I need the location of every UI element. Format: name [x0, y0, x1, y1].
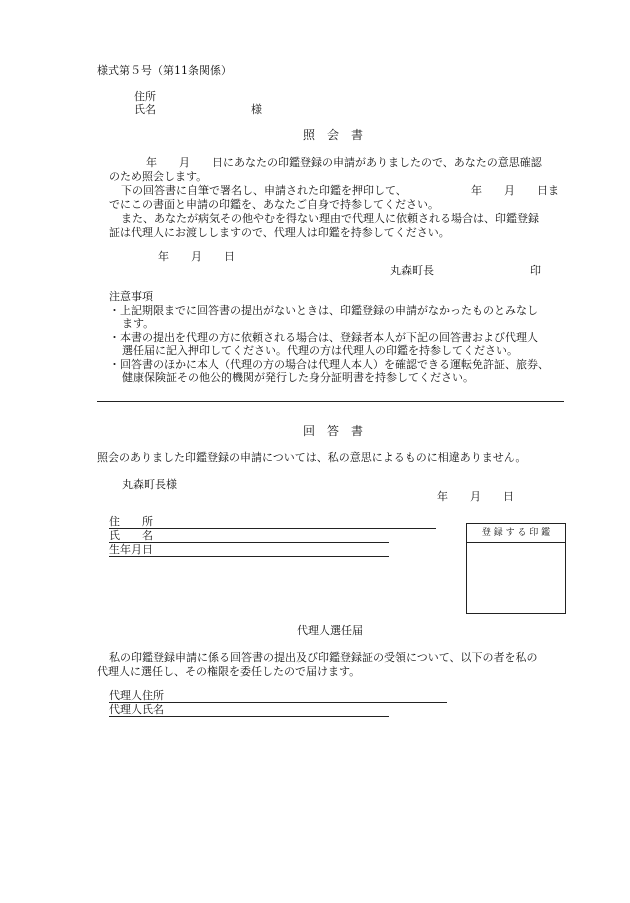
proxy-address-field[interactable]: [109, 689, 447, 703]
inquiry-seal: 印: [530, 264, 541, 277]
notes-heading: 注意事項: [109, 290, 153, 303]
reply-date: 年 月 日: [437, 490, 514, 503]
inquiry-issue-date: 年 月 日: [158, 250, 235, 263]
addressee-name-label: 氏名: [134, 103, 156, 116]
reply-title: 回 答 書: [303, 424, 364, 438]
proxy-line2: 代理人に選任し、その権限を委任したので届けます。: [97, 665, 361, 678]
reply-address-field[interactable]: [109, 515, 436, 529]
addressee-address-label: 住所: [134, 90, 156, 103]
notes-item3b: 健康保険証その他公的機関が発行した身分証明書を持参してください。: [122, 371, 474, 384]
reply-address-label: 住 所: [109, 515, 153, 528]
inquiry-line3b: 年 月 日ま: [471, 184, 559, 197]
inquiry-line5: また、あなたが病気その他やむを得ない理由で代理人に依頼される場合は、印鑑登録: [121, 212, 539, 225]
addressee-honorific: 様: [251, 103, 262, 116]
proxy-name-label: 代理人氏名: [109, 703, 164, 716]
seal-box-label: 登 録 す る 印 鑑: [467, 524, 565, 543]
reply-birth-label: 生年月日: [109, 543, 153, 556]
reply-name-label: 氏 名: [109, 529, 153, 542]
proxy-line1: 私の印鑑登録申請に係る回答書の提出及び印鑑登録証の受領について、以下の者を私の: [109, 651, 538, 664]
inquiry-line3a: 下の回答書に自筆で署名し、申請された印鑑を押印して、: [121, 184, 407, 197]
notes-item3a: ・回答書のほかに本人（代理の方の場合は代理人本人）を確認できる運転免許証、旅券、: [109, 358, 549, 371]
reply-to: 丸森町長様: [122, 478, 177, 491]
inquiry-line6: 証は代理人にお渡ししますので、代理人は印鑑を持参してください。: [109, 226, 450, 239]
inquiry-line4: でにこの書面と申請の印鑑を、あなたご自身で持参してください。: [109, 198, 439, 211]
notes-item1b: ます。: [122, 317, 155, 330]
proxy-address-label: 代理人住所: [109, 689, 164, 702]
seal-box[interactable]: [466, 523, 566, 614]
reply-name-field[interactable]: [109, 529, 389, 543]
notes-item2a: ・本書の提出を代理の方に依頼される場合は、登録者本人が下記の回答書および代理人: [109, 331, 538, 344]
proxy-name-field[interactable]: [109, 703, 389, 717]
inquiry-title: 照 会 書: [303, 128, 364, 142]
notes-item2b: 選任届に記入押印してください。代理の方は代理人の印鑑を持参してください。: [122, 344, 518, 357]
inquiry-issuer: 丸森町長: [390, 264, 434, 277]
inquiry-line2: のため照会します。: [109, 170, 208, 183]
reply-birthdate-field[interactable]: [109, 543, 389, 557]
proxy-title: 代理人選任届: [297, 624, 363, 637]
form-number: 様式第５号（第11条関係）: [97, 64, 232, 77]
notes-item1a: ・上記期限までに回答書の提出がないときは、印鑑登録の申請がなかったものとみなし: [109, 304, 538, 317]
inquiry-line1: 年 月 日にあなたの印鑑登録の申請がありましたので、あなたの意思確認: [146, 156, 542, 169]
reply-statement: 照会のありました印鑑登録の申請については、私の意思によるものに相違ありません。: [97, 451, 527, 464]
section-divider: [97, 401, 564, 402]
